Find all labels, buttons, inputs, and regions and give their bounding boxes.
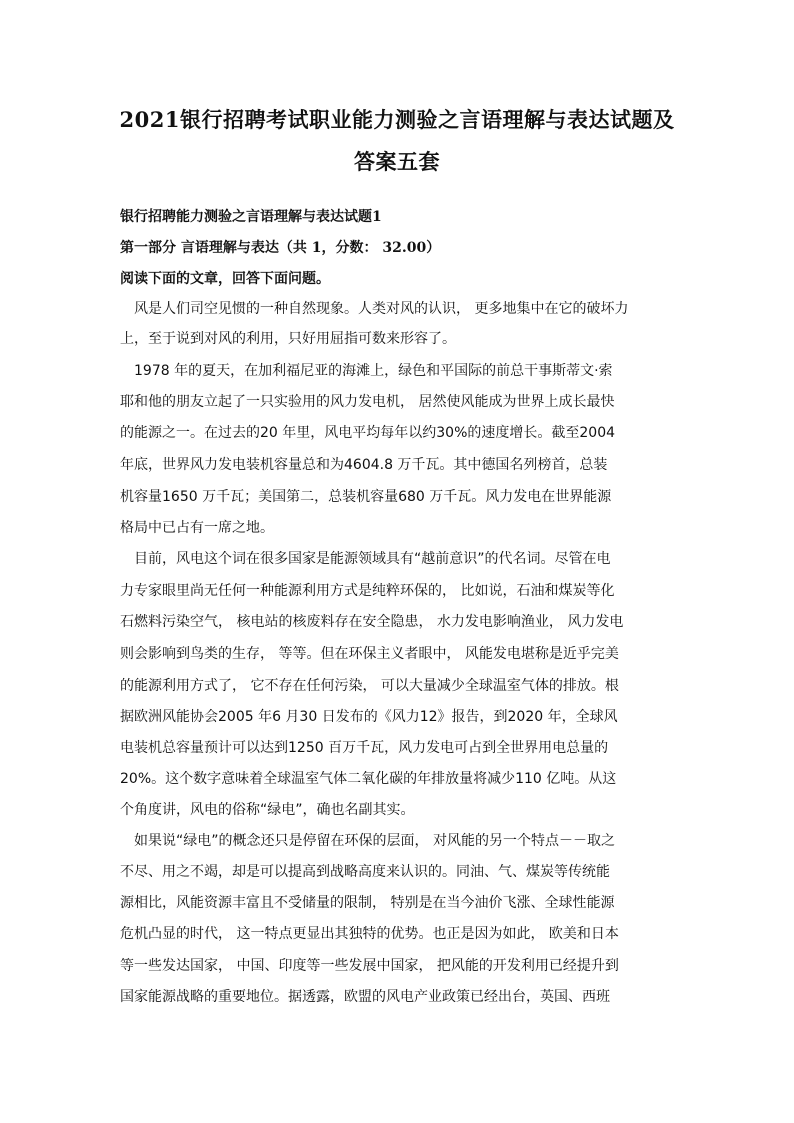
body-line: 力专家眼里尚无任何一种能源利用方式是纯粹环保的， 比如说，石油和煤炭等化 [120,583,615,599]
body-line: 1978 年的夏天，在加利福尼亚的海滩上，绿色和平国际的前总干事斯蒂文·索 [120,363,613,379]
body-line: 源相比，风能资源丰富且不受储量的限制， 特别是在当今油价飞涨、全球性能源 [120,895,615,911]
body-line: 电装机总容量预计可以达到1250 百万千瓦，风力发电可占到全世界用电总量的 [120,740,609,756]
body-line: 的能源之一。在过去的20 年里，风电平均每年以约30%的速度增长。截至2004 [120,425,616,441]
part-heading: 第一部分 言语理解与表达（共 1，分数： 32.00） [120,240,441,256]
document-title-line-1: 2021银行招聘考试职业能力测验之言语理解与表达试题及 [119,107,675,132]
body-line: 风是人们司空见惯的一种自然现象。人类对风的认识， 更多地集中在它的破坏力 [120,301,629,317]
instruction-text: 阅读下面的文章，回答下面问题。 [120,271,330,287]
body-line: 上，至于说到对风的利用，只好用屈指可数来形容了。 [120,331,456,347]
body-line: 危机凸显的时代， 这一特点更显出其独特的优势。也正是因为如此， 欧美和日本 [120,926,619,942]
body-line: 耶和他的朋友立起了一只实验用的风力发电机， 居然使风能成为世界上成长最快 [120,394,615,410]
body-line: 不尽、用之不竭，却是可以提高到战略高度来认识的。同油、气、煤炭等传统能 [120,864,610,880]
body-line: 年底，世界风力发电装机容量总和为4604.8 万千瓦。其中德国名列榜首，总装 [120,457,608,473]
body-line: 则会影响到鸟类的生存， 等等。但在环保主义者眼中， 风能发电堪称是近乎完美 [120,646,619,662]
section-title: 银行招聘能力测验之言语理解与表达试题1 [120,209,382,225]
body-line: 等一些发达国家， 中国、印度等一些发展中国家， 把风能的开发利用已经提升到 [120,958,619,974]
body-line: 个角度讲，风电的俗称“绿电”，确也名副其实。 [120,802,415,818]
body-line: 的能源利用方式了， 它不存在任何污染， 可以大量减少全球温室气体的排放。根 [120,678,619,694]
body-line: 20%。这个数字意味着全球温室气体二氧化碳的年排放量将减少110 亿吨。从这 [120,771,617,787]
body-line: 如果说“绿电”的概念还只是停留在环保的层面， 对风能的另一个特点－－取之 [120,833,615,849]
body-line: 国家能源战略的重要地位。据透露，欧盟的风电产业政策已经出台，英国、西班 [120,989,610,1005]
body-line: 石燃料污染空气， 核电站的核废料存在安全隐患， 水力发电影响渔业， 风力发电 [120,614,624,630]
body-line: 据欧洲风能协会2005 年6 月30 日发布的《风力12》报告，到2020 年，全球风 [120,709,618,725]
body-line: 目前，风电这个词在很多国家是能源领域具有“越前意识”的代名词。尽管在电 [120,551,611,567]
document-title-line-2: 答案五套 [354,149,440,174]
body-line: 格局中已占有一席之地。 [120,520,274,536]
body-line: 机容量1650 万千瓦；美国第二，总装机容量680 万千瓦。风力发电在世界能源 [120,489,612,505]
